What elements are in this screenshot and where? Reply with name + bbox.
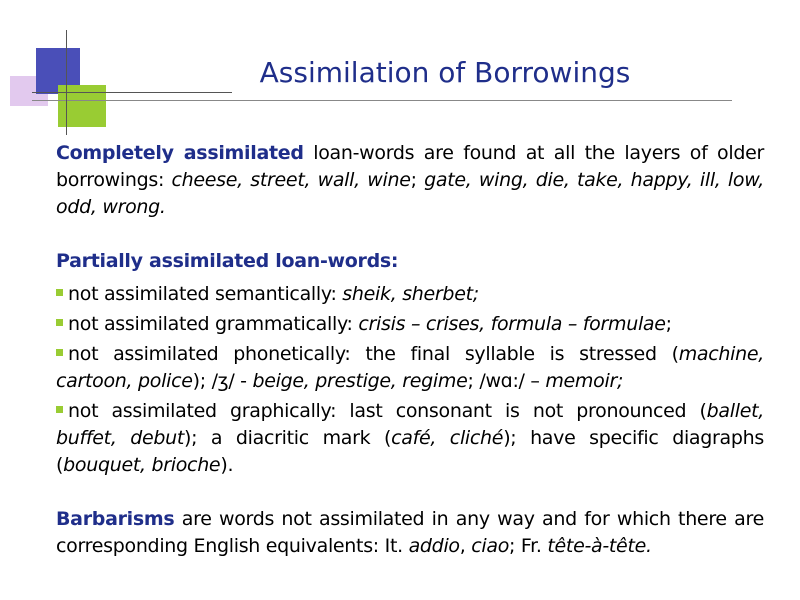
paragraph-barbarisms: Barbarisms are words not assimilated in any way and for which there are corresponding English equivalents: It. addio, ciao; Fr. tête-à-tête.	[56, 508, 764, 557]
term-partially-assimilated: Partially assimilated loan-words	[56, 250, 391, 272]
bullet-semantic: not assimilated semantically: sheik, sherbet;	[56, 281, 764, 308]
divider-line	[32, 92, 232, 93]
bullet-grammatical: not assimilated grammatically: crisis – crises, formula – formulae;	[56, 311, 764, 338]
bullet-marker	[56, 406, 63, 413]
slide-content	[56, 140, 764, 560]
slide-title: Assimilation of Borrowings	[259, 56, 631, 89]
paragraph-completely-assimilated: Completely assimilated loan-words are found at all the layers of older borrowings: cheese, street, wall, wine; gate, wing, die, take, happy, ill, low, odd, wrong.	[56, 142, 765, 218]
bullet-marker	[56, 319, 63, 326]
term-completely-assimilated: Completely assimilated	[56, 142, 304, 164]
term-barbarisms: Barbarisms	[56, 508, 175, 530]
bullet-marker	[56, 289, 63, 296]
title-underline	[32, 100, 732, 101]
vertical-line	[66, 30, 67, 135]
paragraph-partially-assimilated: Partially assimilated loan-words:	[56, 250, 399, 272]
bullet-graphical: not assimilated graphically: last consonant is not pronounced (ballet, buffet, debut); a diacritic mark (café, cliché); have specific diagraphs (bouquet, brioche).	[56, 400, 764, 476]
bullet-marker	[56, 349, 63, 356]
bullet-phonetic: not assimilated phonetically: the final syllable is stressed (machine, cartoon, police); /ʒ/ - beige, prestige, regime; /wɑ:/ – memoir;	[56, 343, 764, 392]
